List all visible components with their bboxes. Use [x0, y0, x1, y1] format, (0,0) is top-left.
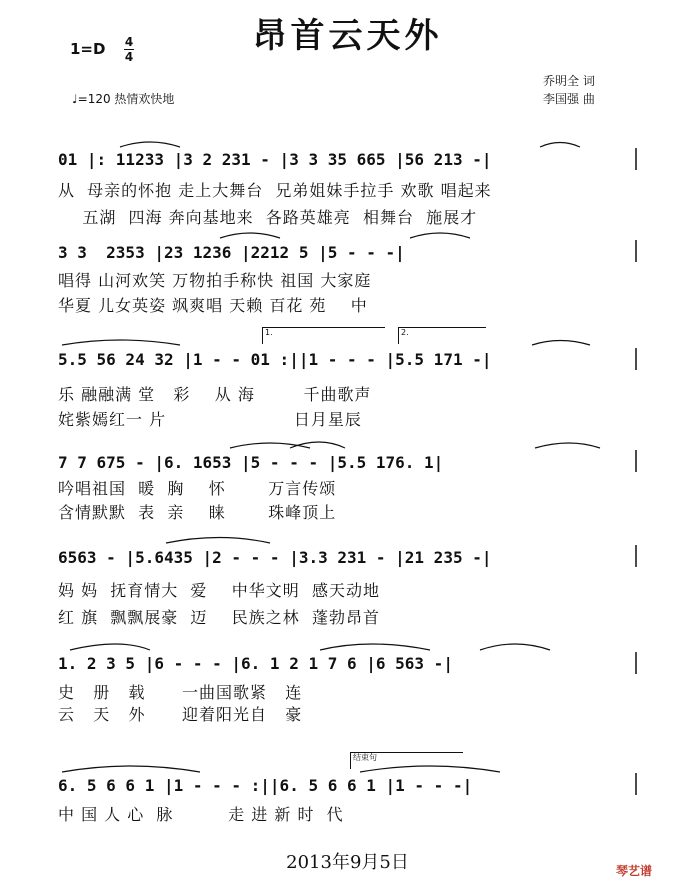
composer-credit: 李国强 曲: [543, 92, 595, 106]
meter-top: 4: [124, 35, 134, 49]
notation-row-4: 7 7 675 - |6. 1653 |5 - - - |5.5 176. 1|: [58, 453, 444, 472]
slur: [70, 644, 150, 650]
lyric-row-3-verse-1: 乐 融融满 堂 彩 从 海 千曲歌声: [58, 385, 372, 404]
lyric-row-1-verse-1: 从 母亲的怀抱 走上大舞台 兄弟姐妹手拉手 欢歌 唱起来: [58, 181, 492, 200]
slur: [290, 442, 345, 448]
notation-row-2: 3 3 2353 |23 1236 |2212 5 |5 - - -|: [58, 243, 405, 262]
notation-row-3: 5.5 56 24 32 |1 - - 01 :||1 - - - |5.5 171 -|: [58, 350, 492, 369]
slur: [360, 766, 500, 772]
notation-row-7: 6. 5 6 6 1 |1 - - - :||6. 5 6 6 1 |1 - - -|: [58, 776, 473, 795]
lyricist-credit: 乔明全 词: [543, 74, 595, 88]
notation-row-1: 01 |: 11233 |3 2 231 - |3 3 35 665 |56 213 -|: [58, 150, 492, 169]
watermark-logo: 琴艺谱: [616, 864, 653, 878]
date-footer: 2013年9月5日: [286, 852, 409, 873]
lyric-row-2-verse-2: 华夏 儿女英姿 飒爽唱 天赖 百花 苑 中: [58, 296, 368, 315]
slur: [220, 233, 280, 238]
slur: [540, 143, 580, 148]
slur: [320, 644, 430, 650]
lyric-row-6-verse-2: 云 天 外 迎着阳光自 豪: [58, 705, 303, 724]
slur: [480, 644, 550, 650]
tempo-marking: ♩=120 热情欢快地: [72, 92, 175, 106]
slur: [535, 443, 600, 448]
meter-bottom: 4: [124, 50, 134, 64]
lyric-row-1-verse-2: 五湖 四海 奔向基地来 各路英雄亮 相舞台 施展才: [58, 208, 478, 227]
lyric-row-5-verse-2: 红 旗 飘飘展豪 迈 民族之林 蓬勃昂首: [58, 608, 380, 627]
ending-phrase-bracket: 结束句: [350, 752, 463, 769]
slur: [62, 766, 200, 772]
lyric-row-4-verse-1: 吟唱祖国 暖 胸 怀 万言传颂: [58, 479, 337, 498]
lyric-row-5-verse-1: 妈 妈 抚育情大 爱 中华文明 感天动地: [58, 581, 380, 600]
slur: [410, 233, 470, 238]
song-title: 昂首云天外: [252, 16, 443, 56]
notation-row-6: 1. 2 3 5 |6 - - - |6. 1 2 1 7 6 |6 563 -|: [58, 654, 453, 673]
slur: [166, 538, 270, 544]
slur: [120, 142, 180, 147]
notation-row-5: 6563 - |5.6435 |2 - - - |3.3 231 - |21 235 -|: [58, 548, 492, 567]
key-signature: 1=D: [70, 40, 106, 58]
slur: [532, 341, 590, 346]
lyric-row-2-verse-1: 唱得 山河欢笑 万物拍手称快 祖国 大家庭: [58, 271, 372, 290]
lyric-row-6-verse-1: 史 册 载 一曲国歌紧 连: [58, 683, 303, 702]
lyric-row-7: 中 国 人 心 脉 走 进 新 时 代: [58, 805, 344, 824]
slur: [62, 340, 180, 345]
lyric-row-3-verse-2: 姹紫嫣红一 片 日月星辰: [58, 410, 362, 429]
lyric-row-4-verse-2: 含情默默 表 亲 睐 珠峰顶上: [58, 503, 337, 522]
first-ending-bracket: 1.: [262, 327, 385, 344]
second-ending-bracket: 2.: [398, 327, 486, 344]
